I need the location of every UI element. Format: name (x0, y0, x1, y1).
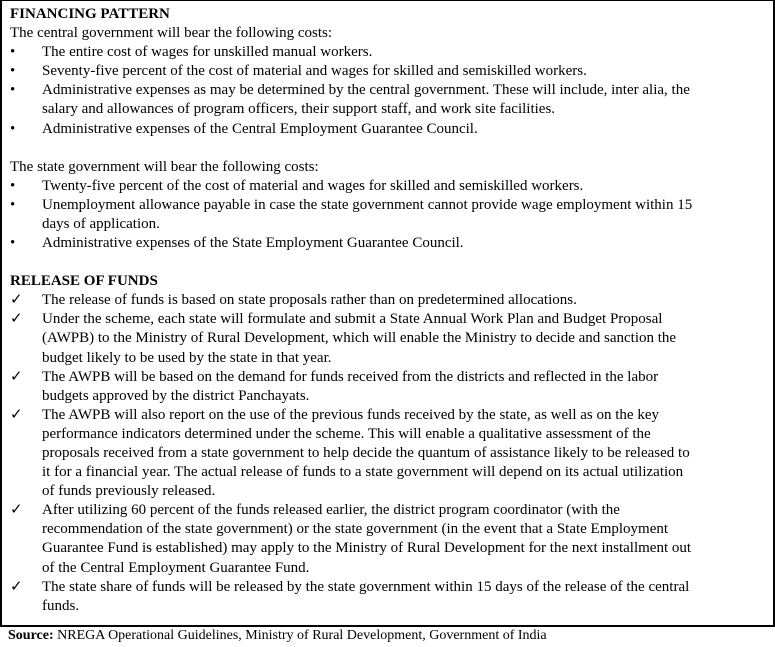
release-item (10, 310, 769, 367)
bullet-icon: • (10, 82, 16, 99)
source-note (8, 627, 547, 645)
bullet-icon: • (10, 235, 16, 252)
list-item-line: The state share of funds will be released by the state government within 15 days of the release of the central (42, 578, 690, 595)
list-item-line: Guarantee Fund is established) may apply to the Ministry of Rural Development for the next installment out (42, 540, 692, 557)
central-cost-item (10, 81, 769, 119)
list-item-line: budget likely to be used by the state in that year. (42, 349, 332, 366)
list-item-line: The AWPB will also report on the use of the previous funds received by the state, as well as on the key (42, 406, 659, 423)
checkmark-icon: ✓ (10, 578, 23, 595)
state-intro: The state government will bear the following costs: (10, 158, 319, 175)
bullet-icon: • (10, 177, 16, 194)
release-list (10, 291, 769, 616)
source-label: Source: (8, 628, 54, 643)
list-item-line: Twenty-five percent of the cost of material and wages for skilled and semiskilled workers. (42, 177, 584, 194)
release-heading: RELEASE OF FUNDS (10, 273, 158, 290)
list-item-line: (AWPB) to the Ministry of Rural Development, which will enable the Ministry to decide and sanction the (42, 330, 677, 347)
list-item-line: recommendation of the state government) or the state government (in the event that a State Employment (42, 521, 669, 538)
list-item-line: of funds previously released. (42, 483, 216, 500)
bullet-icon: • (10, 120, 16, 137)
list-item-line: Administrative expenses as may be determined by the central government. These will include, inter alia, the (42, 82, 690, 99)
checkmark-icon: ✓ (10, 406, 23, 423)
release-item (10, 501, 769, 577)
release-item (10, 368, 769, 406)
state-cost-list (10, 177, 769, 253)
list-item-line: Seventy-five percent of the cost of material and wages for skilled and semiskilled workers. (42, 63, 587, 80)
list-item-line: The AWPB will be based on the demand for funds received from the districts and reflected in the labor (42, 368, 659, 385)
list-item-line: After utilizing 60 percent of the funds released earlier, the district program coordinator (with the (42, 502, 620, 519)
list-item-line: funds. (42, 597, 80, 614)
bullet-icon: • (10, 44, 16, 61)
state-cost-item (10, 177, 769, 196)
source-text: NREGA Operational Guidelines, Ministry of Rural Development, Government of India (53, 628, 547, 643)
list-item-line: The entire cost of wages for unskilled manual workers. (42, 44, 373, 61)
central-intro: The central government will bear the following costs: (10, 25, 332, 42)
list-item-line: it for a financial year. The actual release of funds to a state government will depend on its actual utilization (42, 464, 684, 481)
list-item-line: Under the scheme, each state will formulate and submit a State Annual Work Plan and Budget Proposal (42, 311, 663, 328)
checkmark-icon: ✓ (10, 311, 23, 328)
list-item-line: Administrative expenses of the State Employment Guarantee Council. (42, 235, 464, 252)
content-body (10, 5, 769, 616)
state-cost-item (10, 196, 769, 234)
release-item (10, 578, 769, 616)
checkmark-icon: ✓ (10, 292, 23, 309)
list-item-line: Unemployment allowance payable in case the state government cannot provide wage employment within 15 (42, 196, 693, 213)
central-cost-item (10, 120, 769, 139)
release-item (10, 406, 769, 501)
list-item-line: salary and allowances of program officers, their support staff, and work site facilities. (42, 101, 556, 118)
release-item (10, 291, 769, 310)
state-cost-item (10, 234, 769, 253)
central-cost-item (10, 62, 769, 81)
central-cost-item (10, 43, 769, 62)
list-item-line: days of application. (42, 215, 160, 232)
central-cost-list (10, 43, 769, 138)
list-item-line: proposals received from a state government to help decide the quantum of assistance likely to be released to (42, 444, 690, 461)
bullet-icon: • (10, 63, 16, 80)
checkmark-icon: ✓ (10, 368, 23, 385)
bullet-icon: • (10, 196, 16, 213)
list-item-line: budgets approved by the district Panchayats. (42, 387, 310, 404)
list-item-line: The release of funds is based on state proposals rather than on predetermined allocations. (42, 292, 577, 309)
checkmark-icon: ✓ (10, 502, 23, 519)
financing-heading: FINANCING PATTERN (10, 6, 170, 22)
list-item-line: of the Central Employment Guarantee Fund. (42, 559, 310, 576)
list-item-line: Administrative expenses of the Central Employment Guarantee Council. (42, 120, 478, 137)
list-item-line: performance indicators determined under the scheme. This will enable a qualitative assessment of the (42, 425, 651, 442)
